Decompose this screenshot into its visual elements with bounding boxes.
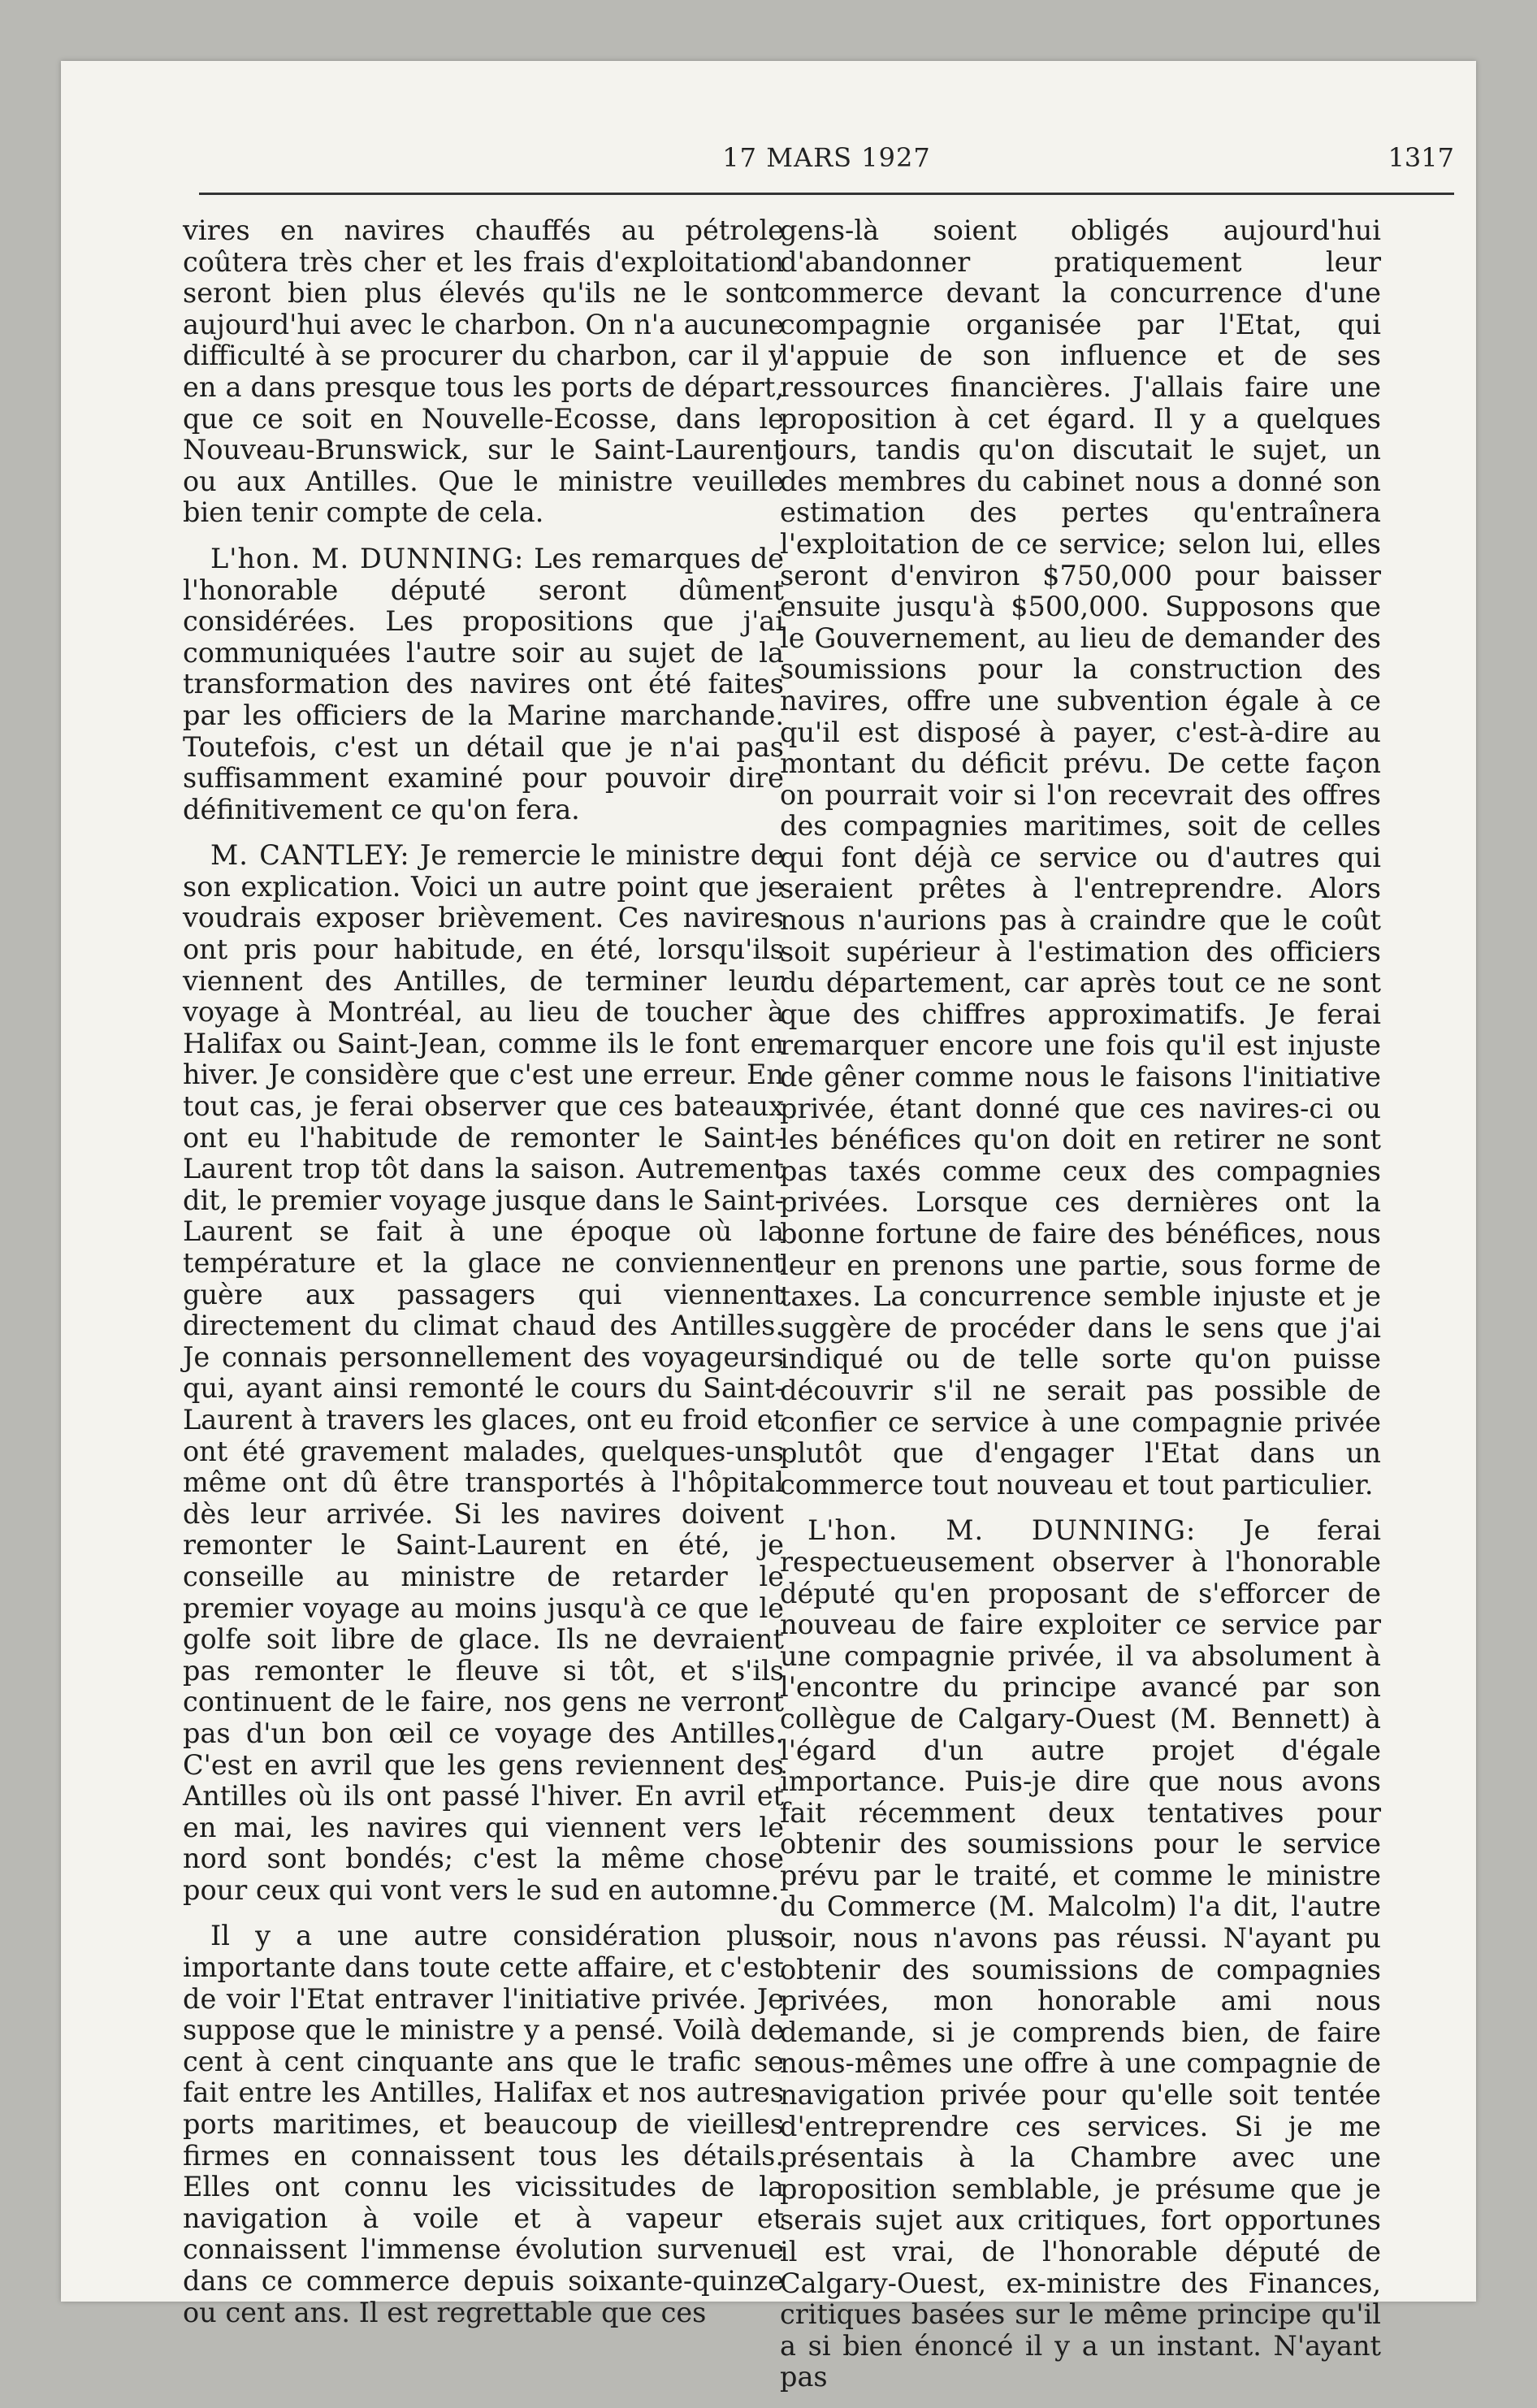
paragraph-text: vires en navires chauffés au pétrole coûtera très cher et les frais d'exploitation seront bien plus élevés qu'ils ne le sont aujourd'hui avec le charbon. On n'a aucune difficulté à se procurer du charbon, car il y en a dans presque tous les ports de départ, que ce soit en Nouvelle-Ecosse, dans le Nouveau-Brunswick, sur le Saint-Laurent ou aux Antilles. Que le ministre veuille bien tenir compte de cela. bbox=[183, 214, 784, 529]
page bbox=[61, 61, 1476, 2393]
paragraph-text: Je remercie le ministre de son explication. Voici un autre point que je voudrais exposer brièvement. Ces navires ont pris pour habitude, en été, lorsqu'ils viennent des Antilles, de terminer leur voyage à Montréal, au lieu de toucher à Halifax ou Saint-Jean, comme ils le font en hiver. Je considère que c'est une erreur. En tout cas, je ferai observer que ces bateaux ont eu l'habitude de remonter le Saint-Laurent trop tôt dans la saison. Autrement dit, le premier voyage jusque dans le Saint-Laurent se fait à une époque où la température et la glace ne conviennent guère aux passagers qui viennent directement du climat chaud des Antilles. Je connais personnellement des voyageurs qui, ayant ainsi remonté le cours du Saint-Laurent à travers les glaces, ont eu froid et ont été gravement malades, quelques-uns même ont dû être transportés à l'hôpital dès leur arrivée. Si les navires doivent remonter le Saint-Laurent en été, je conseille au ministre de retarder le premier voyage au moins jusqu'à ce que le golfe soit libre de glace. Ils ne devraient pas remonter le fleuve si tôt, et s'ils continuent de le faire, nos gens ne verront pas d'un bon œil ce voyage des Antilles. C'est en avril que les gens reviennent des Antilles où ils ont passé l'hiver. En avril et en mai, les navires qui viennent vers le nord sont bondés; c'est la même chose pour ceux qui vont vers le sud en automne. bbox=[183, 839, 784, 1906]
page-header bbox=[199, 142, 1454, 191]
header-rule bbox=[199, 193, 1454, 195]
paragraph-text: Je ferai respectueusement observer à l'honorable député qu'en proposant de s'efforcer de nouveau de faire exploiter ce service par une compagnie privée, il va absolument à l'encontre du principe avancé par son collègue de Calgary-Ouest (M. Bennett) à l'égard d'un autre projet d'égale importance. Puis-je dire que nous avons fait récemment deux tentatives pour obtenir des soumissions pour le service prévu par le traité, et comme le ministre du Commerce (M. Malcolm) l'a dit, l'autre soir, nous n'avons pas réussi. N'ayant pu obtenir des soumissions de compagnies privées, mon honorable ami nous demande, si je comprends bien, de faire nous-mêmes une offre à une compagnie de navigation privée pour qu'elle soit tentée d'entreprendre ces services. Si je me présentais à la Chambre avec une proposition semblable, je présume que je serais sujet aux critiques, fort opportunes il est vrai, de l'honorable député de Calgary-Ouest, ex-ministre des Finances, critiques basées sur le même principe qu'il a si bien énoncé il y a un instant. N'ayant pas bbox=[780, 1514, 1381, 2393]
header-date: 17 MARS 1927 bbox=[722, 142, 931, 173]
paragraph-text: Les remarques de l'honorable député seront dûment considérées. Les propositions que j'ai communiquées l'autre soir au sujet de la transformation des navires ont été faites par les officiers de la Marine marchande. Toutefois, c'est un détail que je n'ai pas suffisamment examiné pour pouvoir dire définitivement ce qu'on fera. bbox=[183, 542, 784, 825]
speaker-name: L'hon. M. DUNNING: bbox=[807, 1514, 1197, 1547]
paragraph bbox=[183, 215, 784, 529]
speaker-name: M. CANTLEY: bbox=[210, 839, 410, 872]
paragraph bbox=[183, 1921, 784, 2328]
paragraph bbox=[780, 215, 1381, 1501]
right-column bbox=[780, 215, 1381, 2408]
paragraph-text: gens-là soient obligés aujourd'hui d'abandonner pratiquement leur commerce devant la concurrence d'une compagnie organisée par l'Etat, qui l'appuie de son influence et de ses ressources financières. J'allais faire une proposition à cet égard. Il y a quelques jours, tandis qu'on discutait le sujet, un des membres du cabinet nous a donné son estimation des pertes qu'entraînera l'exploitation de ce service; selon lui, elles seront d'environ $750,000 pour baisser ensuite jusqu'à $500,000. Supposons que le Gouvernement, au lieu de demander des soumissions pour la construction des navires, offre une subvention égale à ce qu'il est disposé à payer, c'est-à-dire au montant du déficit prévu. De cette façon on pourrait voir si l'on recevrait des offres des compagnies maritimes, soit de celles qui font déjà ce service ou d'autres qui seraient prêtes à l'entreprendre. Alors nous n'aurions pas à craindre que le coût soit supérieur à l'estimation des officiers du département, car après tout ce ne sont que des chiffres approximatifs. Je ferai remarquer encore une fois qu'il est injuste de gêner comme nous le faisons l'initiative privée, étant donné que ces navires-ci ou les bénéfices qu'on doit en retirer ne sont pas taxés comme ceux des compagnies privées. Lorsque ces dernières ont la bonne fortune de faire des bénéfices, nous leur en prenons une partie, sous forme de taxes. La concurrence semble injuste et je suggère de procéder dans le sens que j'ai indiqué ou de telle sorte qu'on puisse découvrir s'il ne serait pas possible de confier ce service à une compagnie privée plutôt que d'engager l'Etat dans un commerce tout nouveau et tout particulier. bbox=[780, 214, 1381, 1501]
page-number: 1317 bbox=[1388, 142, 1454, 173]
paragraph-text: Il y a une autre considération plus importante dans toute cette affaire, et c'est de voir l'Etat entraver l'initiative privée. Je suppose que le ministre y a pensé. Voilà de cent à cent cinquante ans que le trafic se fait entre les Antilles, Halifax et nos autres ports maritimes, et beaucoup de vieilles firmes en connaissent tous les détails. Elles ont connu les vicissitudes de la navigation à voile et à vapeur et connaissent l'immense évolution survenue dans ce commerce depuis soixante-quinze ou cent ans. Il est regrettable que ces bbox=[183, 1920, 784, 2328]
speaker-name: L'hon. M. DUNNING: bbox=[210, 542, 525, 574]
paragraph bbox=[183, 840, 784, 1906]
left-column bbox=[183, 215, 784, 2343]
paragraph bbox=[780, 1515, 1381, 2393]
paragraph bbox=[183, 544, 784, 825]
